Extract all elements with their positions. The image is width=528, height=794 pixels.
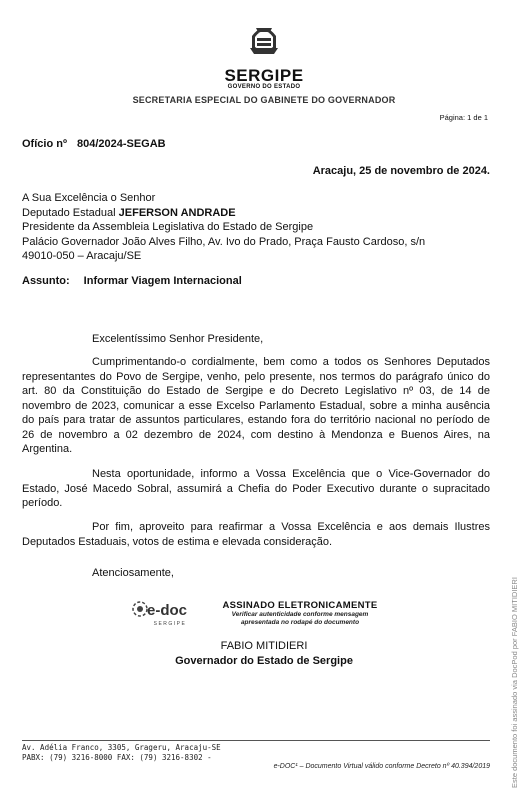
closing-text: Atenciosamente,: [92, 567, 174, 579]
address-line-2: [22, 206, 502, 221]
edoc-logo-text: e-doc: [147, 602, 188, 619]
subject-label: Assunto:: [22, 275, 70, 287]
signer-name: FABIO MITIDIERI: [220, 640, 308, 652]
salutation: [22, 332, 490, 347]
footer-legal-note: e-DOC¹ – Documento Virtual válido conforme Decreto nº 40.394/2019: [273, 763, 490, 770]
address-line-3: Presidente da Assembleia Legislativa do Estado de Sergipe: [22, 221, 314, 233]
letter-date: Aracaju, 25 de novembro de 2024.: [312, 165, 490, 177]
page-info: Página: 1 de 1: [439, 113, 488, 122]
footer-divider: [22, 740, 490, 741]
paragraph-2: [22, 467, 490, 511]
crest-label: PODER: [258, 32, 270, 36]
brand-subtitle: GOVERNO DO ESTADO: [227, 84, 301, 90]
oficio-label: Ofício nº: [22, 138, 67, 150]
footer-address-line-2: PABX: (79) 3216-8000 FAX: (79) 3216-8302 -: [22, 753, 212, 762]
paragraph-1: [22, 355, 490, 457]
paragraph-3-text: Por fim, aproveito para reafirmar a Vossa Excelência e aos demais Ilustres Deputados Estaduais, votos de estima e elevada consideração.: [22, 521, 490, 548]
recipient-name: JEFERSON ANDRADE: [118, 206, 236, 219]
brand-title: SERGIPE: [224, 66, 304, 85]
salutation-text: Excelentíssimo Senhor Presidente,: [92, 333, 264, 345]
edoc-logo: [130, 597, 202, 631]
recipient-address: [22, 191, 502, 264]
electronic-signature-stamp: [210, 600, 390, 627]
stamp-title: ASSINADO ELETRONICAMENTE: [222, 600, 378, 611]
stamp-line-1: Verificar autenticidade conforme mensagem: [231, 611, 369, 618]
closing: [22, 566, 490, 581]
address-prefix: Deputado Estadual: [22, 206, 119, 219]
paragraph-1-text: Cumprimentando-o cordialmente, bem como a todos os Senhores Deputados representantes do Povo de Sergipe, venho, pelo presente, nos termos do parágrafo único do art. 80 da Constituição do Estado de Sergipe e do Decreto Legislativo nº 03, de 14 de novembro de 2023, comunicar a esse Excelso Parlamento Estadual, sobre a minha ausência do país para tratar de assuntos particulares, estando fora do território nacional no período de 26 de novembro a 02 dezembro de 2024, com destino à Mendonza e Buenos Aires, na Argentina.: [22, 356, 490, 455]
sergipe-crest-logo: [228, 18, 300, 66]
subject-text: Informar Viagem Internacional: [83, 275, 242, 287]
address-line-4: Palácio Governador João Alves Filho, Av. Ivo do Prado, Praça Fausto Cardoso, s/n: [22, 235, 426, 248]
secretaria-heading: SECRETARIA ESPECIAL DO GABINETE DO GOVERNADOR: [132, 95, 396, 105]
address-line-5: 49010-050 – Aracaju/SE: [22, 250, 142, 262]
footer-address: [22, 743, 221, 763]
paragraph-3: [22, 520, 490, 549]
stamp-line-2: apresentada no rodapé do documento: [240, 619, 360, 626]
edoc-logo-sub: SERGIPE: [153, 621, 187, 627]
signer-title: Governador do Estado de Sergipe: [175, 655, 353, 667]
side-signature-note: Este documento foi assinado via DocPod por FABIO MITIDIERI: [510, 577, 519, 788]
subject-line: [22, 275, 242, 287]
footer-address-line-1: Av. Adélia Franco, 3305, Grageru, Aracaju-SE: [22, 743, 221, 752]
paragraph-2-text: Nesta oportunidade, informo a Vossa Excelência que o Vice-Governador do Estado, José Macedo Sobral, assumirá a Chefia do Poder Executivo durante o supracitado período.: [22, 468, 490, 509]
address-line-1: A Sua Excelência o Senhor: [22, 192, 156, 204]
oficio-line: [22, 138, 176, 150]
oficio-number: 804/2024-SEGAB: [76, 138, 166, 150]
